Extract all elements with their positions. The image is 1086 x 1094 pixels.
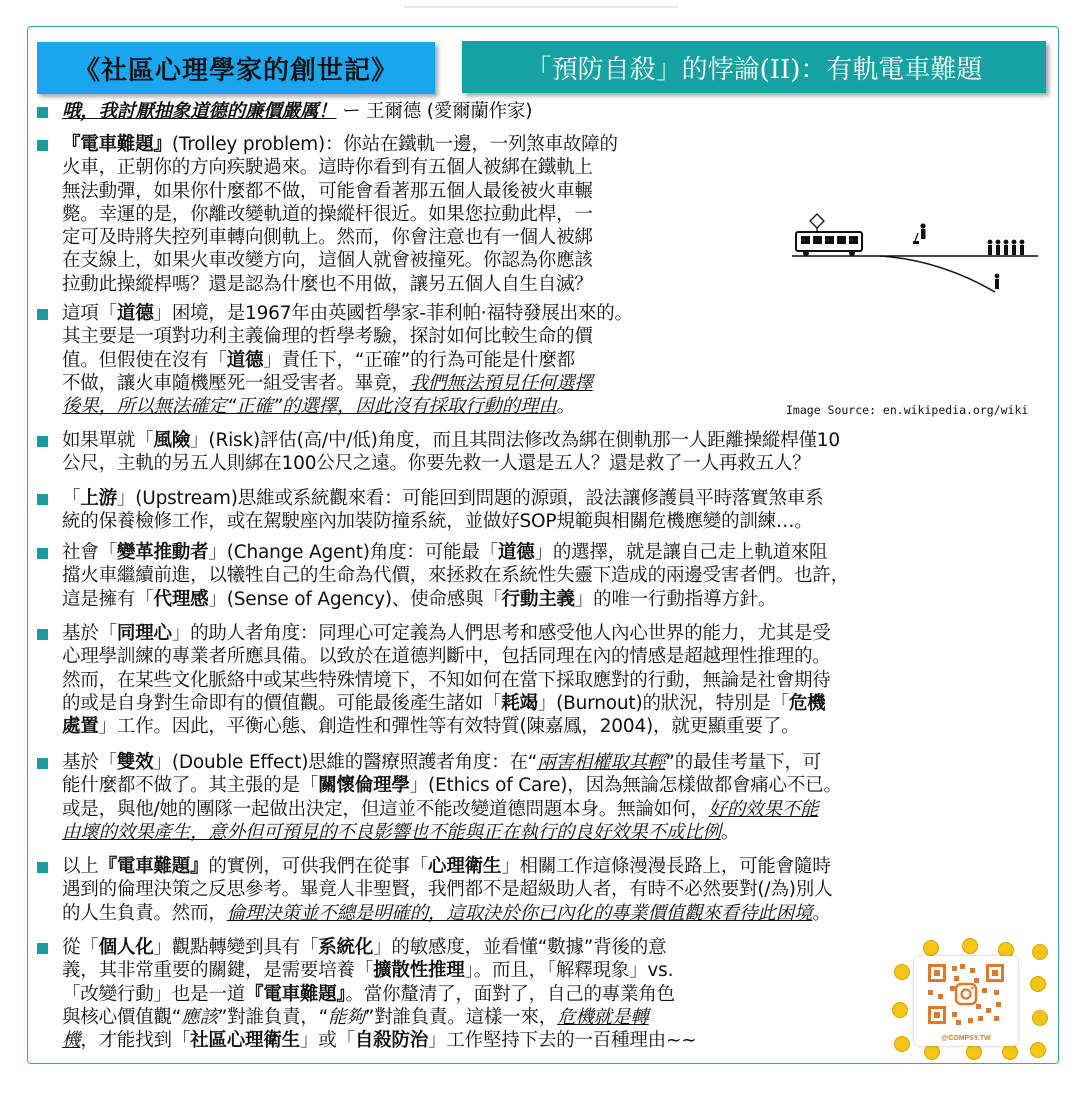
text-run: 『電車難題』 bbox=[62, 134, 172, 155]
text-run: 機 bbox=[62, 1030, 81, 1052]
text-run: 風險 bbox=[153, 430, 191, 451]
smiley-icon bbox=[1030, 1042, 1046, 1058]
text-run: 關懷倫理學 bbox=[318, 775, 410, 797]
text-run: ”對誰負責，“ bbox=[217, 1006, 329, 1028]
text-run: 處置 bbox=[62, 716, 99, 738]
text-run: 無法動彈，如果你什麼都不做，可能會看著那五個人最後被火車輾 bbox=[62, 180, 593, 202]
text-run: 」的敏感度，並看懂“數據”背後的意 bbox=[373, 937, 667, 958]
text-run: 擴散性推理 bbox=[373, 960, 465, 982]
text-run: 不做，讓火車隨機壓死一組受害者。畢竟， bbox=[62, 372, 410, 394]
text-run: ー 王爾德 (愛爾蘭作家) bbox=[336, 101, 533, 122]
text-run: 」的選擇，就是讓自己走上軌道來阻 bbox=[534, 542, 828, 563]
text-run: 」(Risk)評估(高/中/低)角度，而且其問法修改為綁在側軌那一人距離操縱桿僅10 bbox=[190, 430, 840, 451]
text-run: 」觀點轉變到具有「 bbox=[153, 937, 319, 958]
text-run: 。 bbox=[720, 821, 740, 843]
text-run: 義，其非常重要的關鍵，是需要培養「 bbox=[62, 960, 374, 982]
text-run: 。 bbox=[812, 902, 831, 924]
article-title: 「預防自殺」的悖論(II)：有軌電車難題 bbox=[462, 41, 1046, 93]
text-run: 我們無法預見任何選擇 bbox=[409, 372, 593, 394]
smiley-icon bbox=[924, 1044, 940, 1060]
bullet-icon bbox=[37, 309, 48, 320]
text-run: 能什麼都不做了。其主張的是「 bbox=[62, 775, 319, 797]
smiley-icon bbox=[1032, 944, 1048, 960]
text-run: 定可及時將失控列車轉向側軌上。然而，你會注意也有一個人被綁 bbox=[62, 227, 593, 249]
systemic-paragraph bbox=[62, 936, 697, 1052]
text-run: 」困境，是1967年由英國哲學家-菲利帕·福特發展出來的。 bbox=[153, 303, 633, 324]
text-run: 倫理決策並不總是明確的，這取決於你已內化的專業價值觀來看待此困境 bbox=[226, 902, 813, 924]
text-run: 」(Change Agent)角度：可能最「 bbox=[208, 542, 498, 563]
text-run: 」的唯一行動指導方針。 bbox=[574, 588, 777, 610]
text-run: 」責任下，“正確”的行為可能是什麼都 bbox=[263, 349, 575, 371]
text-run: 擋火車繼續前進，以犧牲自己的生命為代價，來拯救在系統性失靈下造成的兩邊受害者們。也許， bbox=[62, 565, 849, 587]
top-divider bbox=[404, 6, 678, 8]
image-source-caption: Image Source: en.wikipedia.org/wiki bbox=[786, 403, 1029, 417]
text-run: 」(Burnout)的狀況，特別是「 bbox=[537, 692, 789, 714]
text-run: 這是擁有「 bbox=[62, 588, 154, 610]
text-run: (Trolley problem)：你站在鐵軌一邊，一列煞車故障的 bbox=[171, 134, 618, 155]
bullet-icon bbox=[37, 494, 48, 505]
text-run: 變革推動者 bbox=[116, 542, 209, 563]
text-run: 」。而且，「解釋現象」vs. bbox=[464, 960, 674, 982]
text-run: 『電車難題』 bbox=[245, 983, 346, 1005]
text-run: 應該 bbox=[181, 1006, 218, 1028]
text-run: 由壞的效果產生，意外但可預見的不良影響也不能與正在執行的良好效果不成比例 bbox=[62, 821, 721, 843]
trolley-diagram-icon bbox=[790, 210, 1040, 305]
bullet-icon bbox=[37, 140, 48, 151]
text-run: 個人化 bbox=[98, 937, 154, 958]
quote-paragraph bbox=[62, 100, 532, 123]
text-run: 「改變行動」也是一道 bbox=[62, 983, 246, 1005]
bullet-icon bbox=[37, 862, 48, 873]
text-run: 」(Sense of Agency)、使命感與「 bbox=[208, 588, 502, 610]
bullet-icon bbox=[37, 629, 48, 640]
text-run: 以上 bbox=[62, 856, 99, 877]
text-run: 道德 bbox=[497, 542, 535, 563]
text-run: 社會「 bbox=[62, 542, 117, 563]
text-run: 統的保養檢修工作，或在駕駛座內加裝防撞系統，並做好SOP規範與相關危機應變的訓練…。 bbox=[62, 511, 813, 533]
text-run: 危機 bbox=[788, 692, 826, 714]
text-run: 」(Upstream)思維或系統觀來看：可能回到問題的源頭，設法讓修護員平時落實煞車系 bbox=[116, 488, 824, 509]
text-run: 火車，正朝你的方向疾駛過來。這時你看到有五個人被綁在鐵軌上 bbox=[62, 157, 593, 179]
text-run: 行動主義 bbox=[501, 588, 575, 610]
bullet-icon bbox=[37, 943, 48, 954]
upstream-paragraph bbox=[62, 487, 823, 534]
bullet-icon bbox=[37, 758, 48, 769]
qr-code-icon[interactable] bbox=[914, 956, 1018, 1046]
qr-label: @COMPSY.TW bbox=[941, 1035, 991, 1042]
text-run: 的實例，可供我們在從事「 bbox=[208, 856, 429, 877]
text-run: 拉動此操縱桿嗎？還是認為什麼也不用做，讓另五個人自生自滅？ bbox=[62, 273, 593, 295]
text-run: 基於「 bbox=[62, 623, 117, 644]
text-run: 」工作。因此，平衡心態、創造性和彈性等有效特質(陳嘉鳳，2004)，就更顯重要了。 bbox=[98, 716, 800, 738]
text-run: 斃。幸運的是，你離改變軌道的操縱杆很近。如果您拉動此桿，一 bbox=[62, 203, 593, 225]
text-run: 系統化 bbox=[318, 937, 374, 958]
text-run: 同理心 bbox=[116, 623, 172, 644]
text-run: 其主要是一項對功利主義倫理的哲學考驗，探討如何比較生命的價 bbox=[62, 326, 593, 348]
moral-dilemma-paragraph bbox=[62, 302, 633, 418]
text-run: 然而，在某些文化脈絡中或某些特殊情境下，不知如何在當下採取應對的行動，無論是社會期待 bbox=[62, 669, 831, 691]
text-run: 。當你釐清了，面對了，自己的專業角色 bbox=[345, 983, 675, 1005]
smiley-icon bbox=[894, 1036, 910, 1052]
text-run: 「 bbox=[62, 488, 81, 509]
text-run: 與核心價值觀“ bbox=[62, 1006, 182, 1028]
series-title: 《社區心理學家的創世記》 bbox=[37, 42, 435, 94]
smiley-icon bbox=[1002, 1044, 1018, 1060]
text-run: 遇到的倫理決策之反思參考。畢竟人非聖賢，我們都不是超級助人者，有時不必然要對(/為)別人 bbox=[62, 879, 833, 901]
text-run: 社區心理衛生 bbox=[190, 1030, 300, 1052]
trolley-problem-paragraph bbox=[62, 133, 618, 296]
smiley-icon bbox=[892, 1002, 908, 1018]
change-agent-paragraph bbox=[62, 541, 849, 611]
text-run: 」相關工作這條漫漫長路上，可能會隨時 bbox=[501, 856, 831, 877]
bullet-icon bbox=[37, 548, 48, 559]
text-run: 兩害相權取其輕 bbox=[537, 752, 666, 773]
text-run: 從「 bbox=[62, 937, 99, 958]
double-effect-paragraph bbox=[62, 751, 842, 844]
bullet-icon bbox=[37, 436, 48, 447]
text-run: 後果，所以無法確定“正確”的選擇，因此沒有採取行動的理由 bbox=[62, 396, 557, 418]
text-run: 」工作堅持下去的一百種理由~~ bbox=[428, 1030, 697, 1052]
text-run: 上游 bbox=[80, 488, 117, 509]
text-run: 好的效果不能 bbox=[708, 798, 819, 820]
text-run: 哦，我討厭抽象道德的廉價嚴厲！ bbox=[62, 101, 337, 122]
text-run: 危機就是轉 bbox=[557, 1006, 649, 1028]
text-run: 雙效 bbox=[116, 752, 154, 773]
bullet-icon bbox=[37, 107, 48, 118]
text-run: 『電車難題』 bbox=[98, 856, 209, 877]
text-run: 的人生負責。然而， bbox=[62, 902, 227, 924]
text-run: 」的助人者角度：同理心可定義為人們思考和感受他人內心世界的能力，尤其是受 bbox=[171, 623, 831, 644]
smiley-icon bbox=[1030, 976, 1046, 992]
text-run: ”對誰負責。這樣一來， bbox=[364, 1006, 558, 1028]
smiley-icon bbox=[1032, 1010, 1048, 1026]
mental-health-paragraph bbox=[62, 855, 832, 925]
qr-code-area bbox=[890, 940, 1050, 1060]
text-run: 能夠 bbox=[328, 1006, 365, 1028]
text-run: 自殺防治 bbox=[354, 1030, 429, 1052]
text-run: 值。但假使在沒有「 bbox=[62, 349, 227, 371]
empathy-paragraph bbox=[62, 622, 831, 738]
text-run: 心理衛生 bbox=[428, 856, 502, 877]
text-run: 的或是自身對生命即有的價值觀。可能最後產生諸如「 bbox=[62, 692, 502, 714]
text-run: ”的最佳考量下，可 bbox=[665, 752, 822, 773]
text-run: 代理感 bbox=[153, 588, 209, 610]
text-run: 耗竭 bbox=[501, 692, 538, 714]
text-run: 」(Double Effect)思維的醫療照護者角度：在“ bbox=[153, 752, 538, 773]
text-run: ，才能找到「 bbox=[80, 1030, 191, 1052]
text-run: 」(Ethics of Care)，因為無論怎樣做都會痛心不已。 bbox=[409, 775, 842, 797]
text-run: 基於「 bbox=[62, 752, 117, 773]
text-run: 」或「 bbox=[299, 1030, 355, 1052]
text-run: 道德 bbox=[116, 303, 154, 324]
text-run: 公尺，主軌的另五人則綁在100公尺之遠。你要先救一人還是五人？還是救了一人再救五人？ bbox=[62, 453, 811, 475]
smiley-icon bbox=[962, 938, 978, 954]
smiley-icon bbox=[923, 940, 939, 956]
risk-paragraph bbox=[62, 429, 840, 476]
smiley-icon bbox=[966, 1044, 982, 1060]
text-run: 心理學訓練的專業者所應具備。以致於在道德判斷中，包括同理在內的情感是超越理性推理的。 bbox=[62, 646, 831, 668]
text-run: 這項「 bbox=[62, 303, 117, 324]
text-run: 道德 bbox=[226, 349, 264, 371]
text-run: 或是，與他/她的團隊一起做出決定，但這並不能改變道德問題本身。無論如何， bbox=[62, 798, 709, 820]
smiley-icon bbox=[894, 964, 910, 980]
text-run: 。 bbox=[556, 396, 575, 418]
text-run: 如果單就「 bbox=[62, 430, 154, 451]
text-run: 在支線上，如果火車改變方向，這個人就會被撞死。你認為你應該 bbox=[62, 250, 593, 272]
